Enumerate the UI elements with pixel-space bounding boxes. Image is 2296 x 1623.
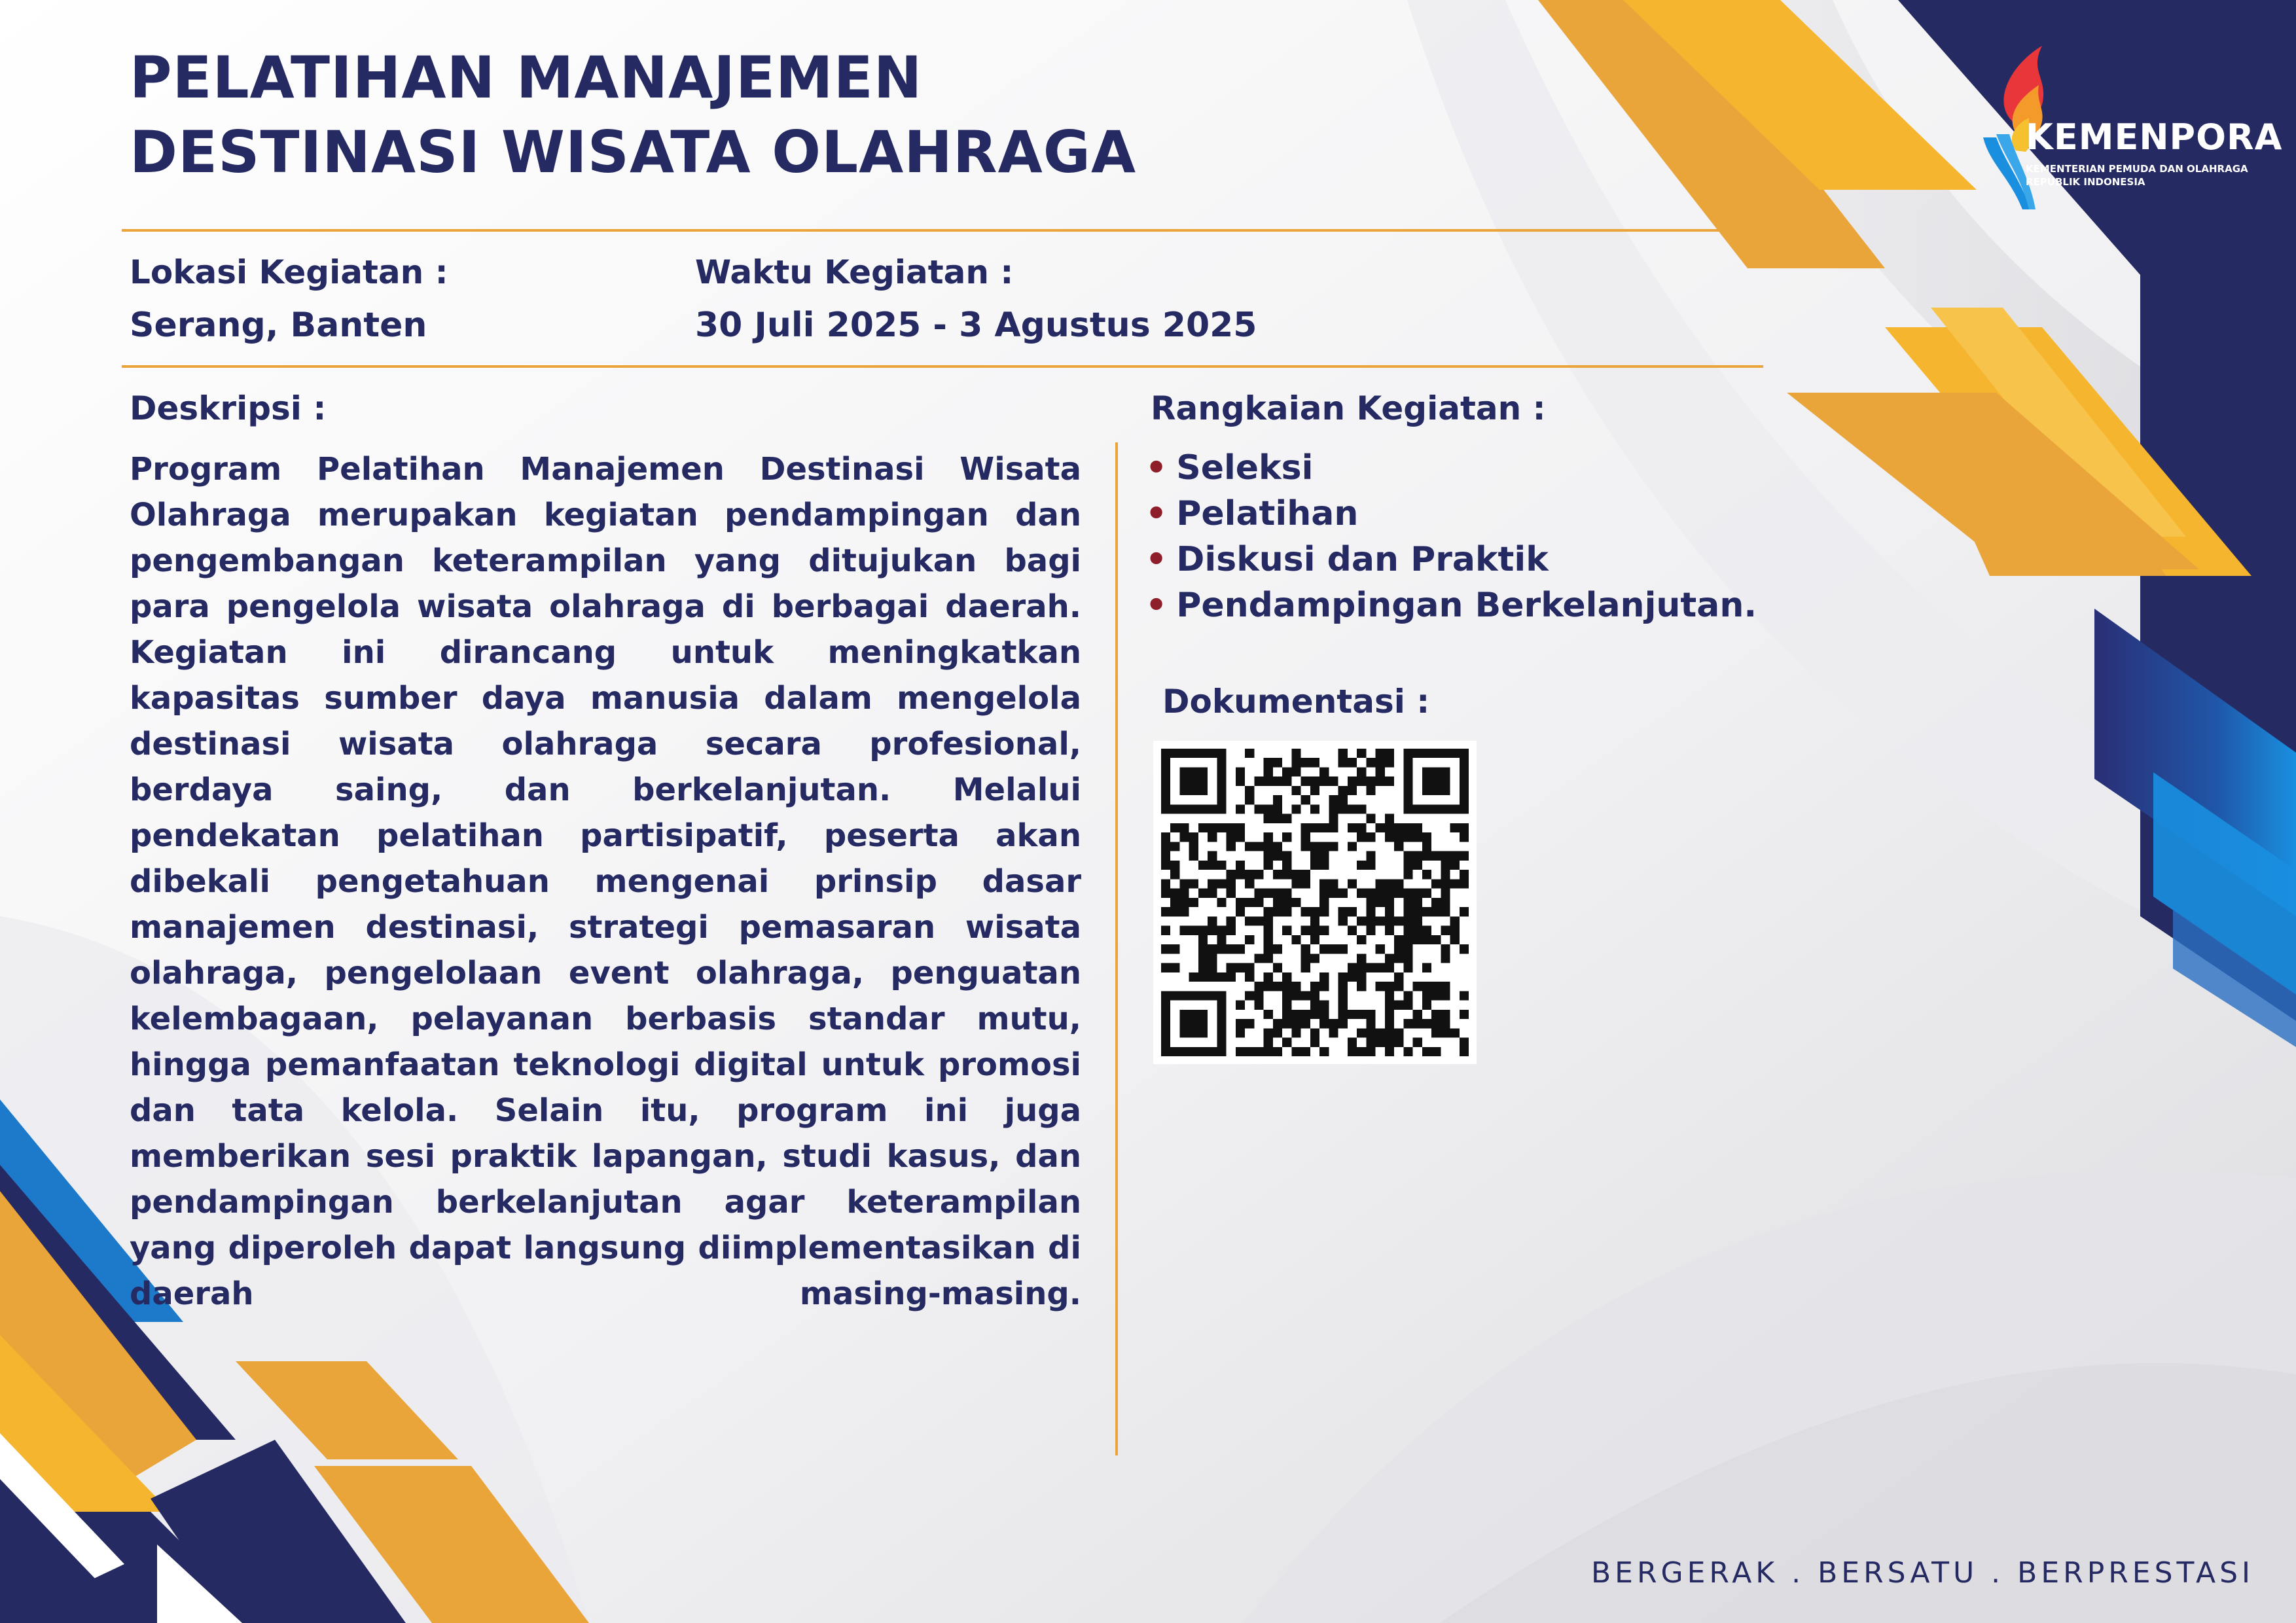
description-text: Program Pelatihan Manajemen Destinasi Wisata Olahraga merupakan kegiatan pendampingan dan pengembangan keterampilan yang ditujukan bagi para pengelola wisata olahraga di berbagai daerah. Kegiatan ini dirancang untuk meningkatkan kapasitas sumber daya manusia dalam mengelola destinasi wisata olahraga secara profesional, berdaya saing, dan berkelanjutan. Melalui pendekatan pelatihan partisipatif, peserta akan dibekali pengetahuan mengenai prinsip dasar manajemen destinasi, strategi pemasaran wisata olahraga, pengelolaan event olahraga, penguatan kelembagaan, pelayanan berbasis standar mutu, hingga pemanfaatan teknologi digital untuk promosi dan tata kelola. Selain itu, program ini juga memberikan sesi praktik lapangan, studi kasus, dan pendampingan berkelanjutan agar keterampilan yang diperoleh dapat langsung diimplementasikan di daerah masing-masing. [130, 451, 1081, 1312]
qr-code-icon [1161, 749, 1469, 1056]
column-divider [1115, 442, 1118, 1455]
bullet-icon: • [1145, 494, 1168, 533]
divider-top [122, 229, 1763, 232]
divider-middle [122, 365, 1763, 368]
time-value: 30 Juli 2025 - 3 Agustus 2025 [695, 306, 1257, 345]
activity-item [1145, 582, 1757, 628]
documentation-label: Dokumentasi : [1162, 683, 1430, 721]
activity-item [1145, 537, 1757, 582]
description-label: Deskripsi : [130, 389, 327, 427]
page-title-line-1: PELATIHAN MANAJEMEN [130, 44, 923, 111]
logo-subtitle-line-1: KEMENTERIAN PEMUDA DAN OLAHRAGA [2026, 163, 2248, 175]
activities-label: Rangkaian Kegiatan : [1151, 389, 1546, 427]
activities-list [1145, 445, 1757, 628]
activity-item-label: Pendampingan Berkelanjutan. [1176, 586, 1757, 625]
tagline: BERGERAK . BERSATU . BERPRESTASI [1590, 1556, 2254, 1590]
page-title [130, 41, 1136, 190]
location-label: Lokasi Kegiatan : [130, 253, 448, 291]
activity-item-label: Seleksi [1176, 448, 1314, 488]
bullet-icon: • [1145, 540, 1168, 579]
logo-subtitle-line-2: REPUBLIK INDONESIA [2026, 176, 2145, 188]
bullet-icon: • [1145, 586, 1168, 625]
qr-code[interactable] [1153, 741, 1477, 1064]
bullet-icon: • [1145, 448, 1168, 488]
page-title-line-2: DESTINASI WISATA OLAHRAGA [130, 118, 1137, 186]
activity-item [1145, 445, 1757, 491]
time-label: Waktu Kegiatan : [695, 253, 1014, 291]
activity-item-label: Diskusi dan Praktik [1176, 540, 1549, 579]
activity-item [1145, 491, 1757, 537]
logo-name: KEMENPORA [2026, 116, 2283, 158]
logo-subtitle [2026, 162, 2248, 188]
location-value: Serang, Banten [130, 306, 427, 345]
activity-item-label: Pelatihan [1176, 494, 1359, 533]
